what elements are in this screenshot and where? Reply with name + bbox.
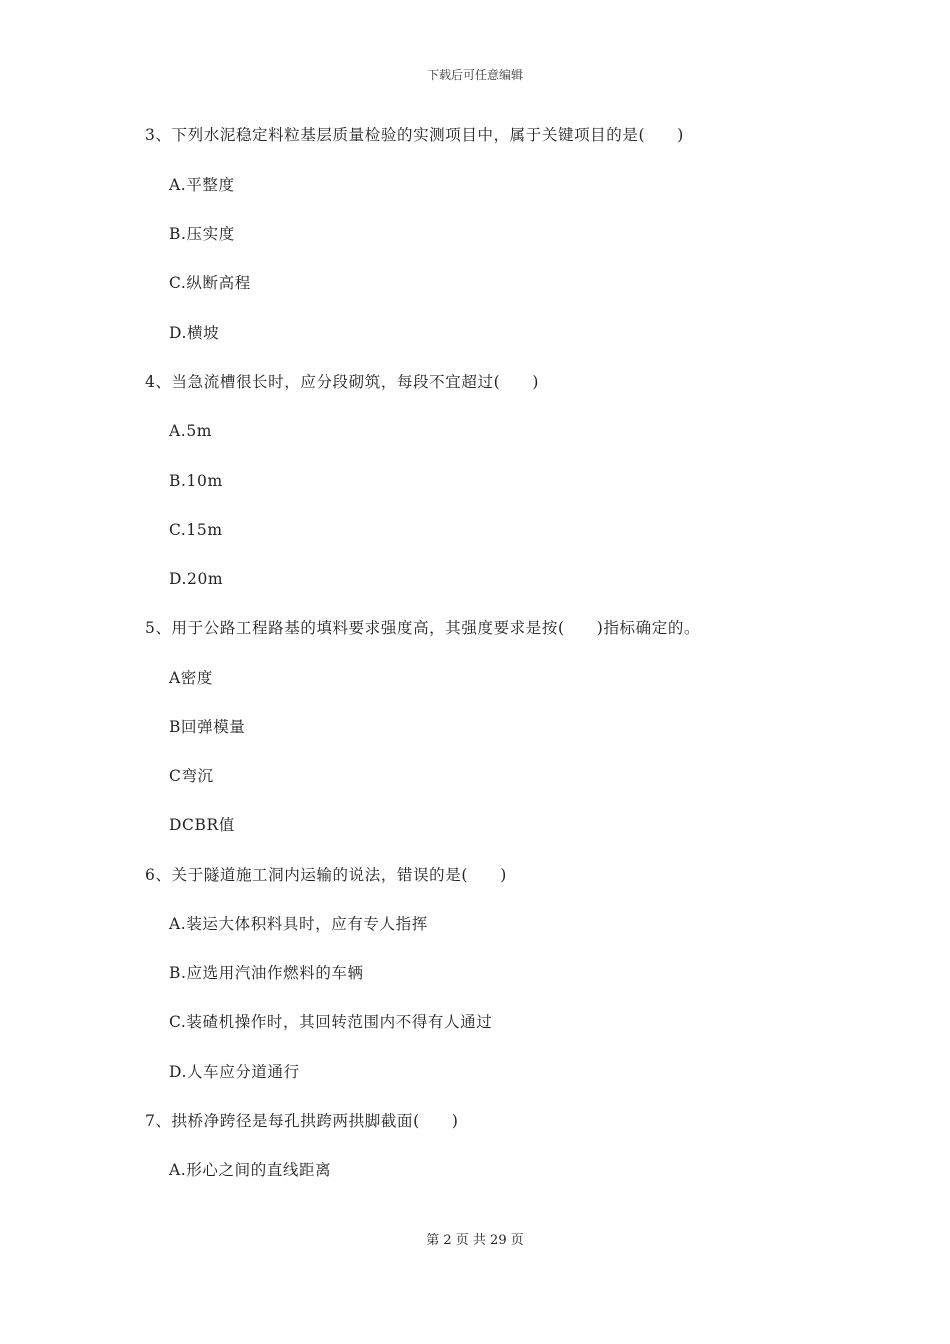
question-option: D.20m — [169, 570, 224, 588]
question-stem: 6、关于隧道施工洞内运输的说法，错误的是( ) — [145, 866, 507, 884]
question-option: A.5m — [169, 422, 213, 440]
question-stem: 7、拱桥净跨径是每孔拱跨两拱脚截面( ) — [145, 1112, 459, 1130]
question-option: C.15m — [169, 521, 223, 539]
question-option: D.横坡 — [169, 324, 220, 342]
question-option: A.形心之间的直线距离 — [169, 1161, 332, 1179]
question-option: B.应选用汽油作燃料的车辆 — [169, 964, 364, 982]
page-header: 下载后可任意编辑 — [426, 68, 523, 82]
question-option: D.人车应分道通行 — [169, 1063, 300, 1081]
question-option: B.10m — [169, 472, 223, 490]
question-option: B回弹模量 — [169, 718, 246, 736]
question-option: A.平整度 — [169, 176, 235, 194]
question-option: A.装运大体积料具时，应有专人指挥 — [169, 915, 428, 933]
question-option: DCBR值 — [169, 816, 235, 834]
question-option: B.压实度 — [169, 225, 235, 243]
question-stem: 4、当急流槽很长时，应分段砌筑，每段不宜超过( ) — [145, 373, 540, 391]
question-option: C弯沉 — [169, 767, 214, 785]
question-stem: 5、用于公路工程路基的填料要求强度高，其强度要求是按( )指标确定的。 — [145, 619, 701, 637]
question-option: A密度 — [169, 669, 213, 687]
page-number-footer: 第 2 页 共 29 页 — [426, 1233, 524, 1248]
question-stem: 3、下列水泥稳定料粒基层质量检验的实测项目中，属于关键项目的是( ) — [145, 126, 684, 144]
question-option: C.纵断高程 — [169, 274, 251, 292]
question-option: C.装碴机操作时，其回转范围内不得有人通过 — [169, 1013, 493, 1031]
